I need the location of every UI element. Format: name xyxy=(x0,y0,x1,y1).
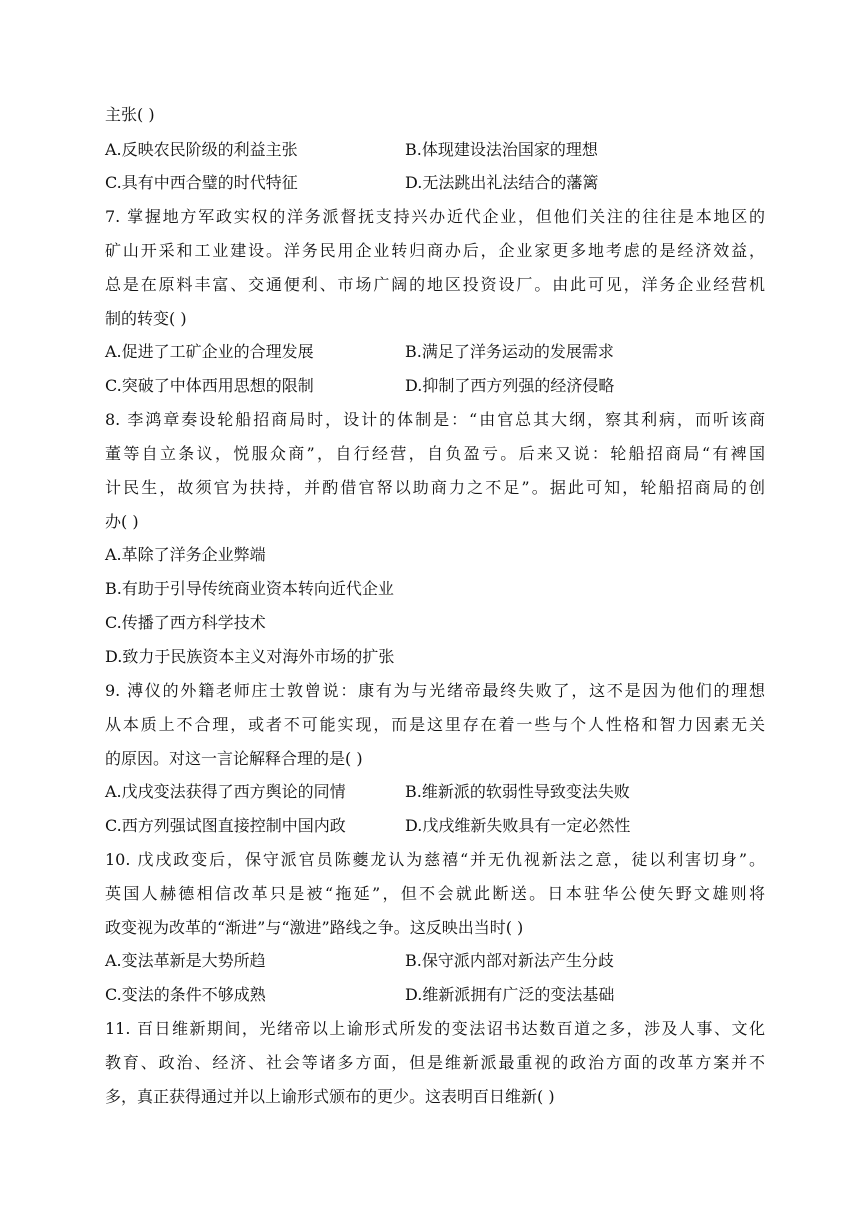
q9-stem-line: 的原因。对这一言论解释合理的是( ) xyxy=(105,749,363,768)
q8-stem-line: 办( ) xyxy=(105,512,139,531)
q8-option-b[interactable]: B.有助于引导传统商业资本转向近代企业 xyxy=(105,579,394,598)
q7-stem-line: 矿山开采和工业建设。洋务民用企业转归商办后，企业家更多地考虑的是经济效益， xyxy=(105,241,765,260)
q9-option-b[interactable]: B.维新派的软弱性导致变法失败 xyxy=(405,782,630,801)
q9-option-c[interactable]: C.西方列强试图直接控制中国内政 xyxy=(105,816,346,835)
q10-stem-line: 英国人赫德相信改革只是被“拖延”，但不会就此断送。日本驻华公使矢野文雄则将 xyxy=(105,884,765,903)
q8-stem-line: 计民生，故须官为扶持，并酌借官帑以助商力之不足”。据此可知，轮船招商局的创 xyxy=(105,478,765,497)
q8-option-a[interactable]: A.革除了洋务企业弊端 xyxy=(105,545,266,564)
q9-option-d[interactable]: D.戊戌维新失败具有一定必然性 xyxy=(405,816,631,835)
q7-stem-line: 7. 掌握地方军政实权的洋务派督抚支持兴办近代企业，但他们关注的往往是本地区的 xyxy=(105,207,765,226)
q6-tail: 主张( ) xyxy=(105,105,155,124)
q10-option-b[interactable]: B.保守派内部对新法产生分歧 xyxy=(405,951,614,970)
q6-row-ab xyxy=(105,140,765,160)
q8-stem-line: 董等自立条议，悦服众商”，自行经营，自负盈亏。后来又说：轮船招商局“有裨国 xyxy=(105,444,765,463)
q9-row-cd xyxy=(105,816,765,836)
q11-stem-line: 11. 百日维新期间，光绪帝以上谕形式所发的变法诏书达数百道之多，涉及人事、文化 xyxy=(105,1019,765,1038)
q6-option-b[interactable]: B.体现建设法治国家的理想 xyxy=(405,140,598,159)
q9-stem-line: 从本质上不合理，或者不可能实现，而是这里存在着一些与个人性格和智力因素无关 xyxy=(105,715,765,734)
q10-stem-line: 10. 戊戌政变后，保守派官员陈夔龙认为慈禧“并无仇视新法之意，徒以利害切身”。 xyxy=(105,850,765,869)
q7-option-d[interactable]: D.抑制了西方列强的经济侵略 xyxy=(405,376,615,395)
q7-stem-line: 总是在原料丰富、交通便利、市场广阔的地区投资设厂。由此可见，洋务企业经营机 xyxy=(105,275,765,294)
q7-option-c[interactable]: C.突破了中体西用思想的限制 xyxy=(105,376,314,395)
q10-row-cd xyxy=(105,985,765,1005)
q7-option-b[interactable]: B.满足了洋务运动的发展需求 xyxy=(405,342,614,361)
q9-row-ab xyxy=(105,782,765,802)
q8-option-d[interactable]: D.致力于民族资本主义对海外市场的扩张 xyxy=(105,647,395,666)
q9-option-a[interactable]: A.戊戌变法获得了西方舆论的同情 xyxy=(105,782,346,801)
q11-stem-line: 教育、政治、经济、社会等诸多方面，但是维新派最重视的政治方面的改革方案并不 xyxy=(105,1053,765,1072)
q7-row-cd xyxy=(105,376,765,396)
q10-stem-line: 政变视为改革的“渐进”与“激进”路线之争。这反映出当时( ) xyxy=(105,918,524,937)
q6-option-d[interactable]: D.无法跳出礼法结合的藩篱 xyxy=(405,173,599,192)
q7-option-a[interactable]: A.促进了工矿企业的合理发展 xyxy=(105,342,314,361)
q10-option-a[interactable]: A.变法革新是大势所趋 xyxy=(105,951,266,970)
q6-option-c[interactable]: C.具有中西合璧的时代特征 xyxy=(105,173,298,192)
q8-option-c[interactable]: C.传播了西方科学技术 xyxy=(105,613,266,632)
q10-option-d[interactable]: D.维新派拥有广泛的变法基础 xyxy=(405,985,615,1004)
q9-stem-line: 9. 溥仪的外籍老师庄士敦曾说：康有为与光绪帝最终失败了，这不是因为他们的理想 xyxy=(105,681,765,700)
q7-stem-line: 制的转变( ) xyxy=(105,309,187,328)
q8-stem-line: 8. 李鸿章奏设轮船招商局时，设计的体制是：“由官总其大纲，察其利病，而听该商 xyxy=(105,410,765,429)
q7-row-ab xyxy=(105,342,765,362)
q10-option-c[interactable]: C.变法的条件不够成熟 xyxy=(105,985,266,1004)
q6-row-cd xyxy=(105,173,765,193)
q11-stem-line: 多，真正获得通过并以上谕形式颁布的更少。这表明百日维新( ) xyxy=(105,1087,555,1106)
q6-option-a[interactable]: A.反映农民阶级的利益主张 xyxy=(105,140,298,159)
q10-row-ab xyxy=(105,951,765,971)
